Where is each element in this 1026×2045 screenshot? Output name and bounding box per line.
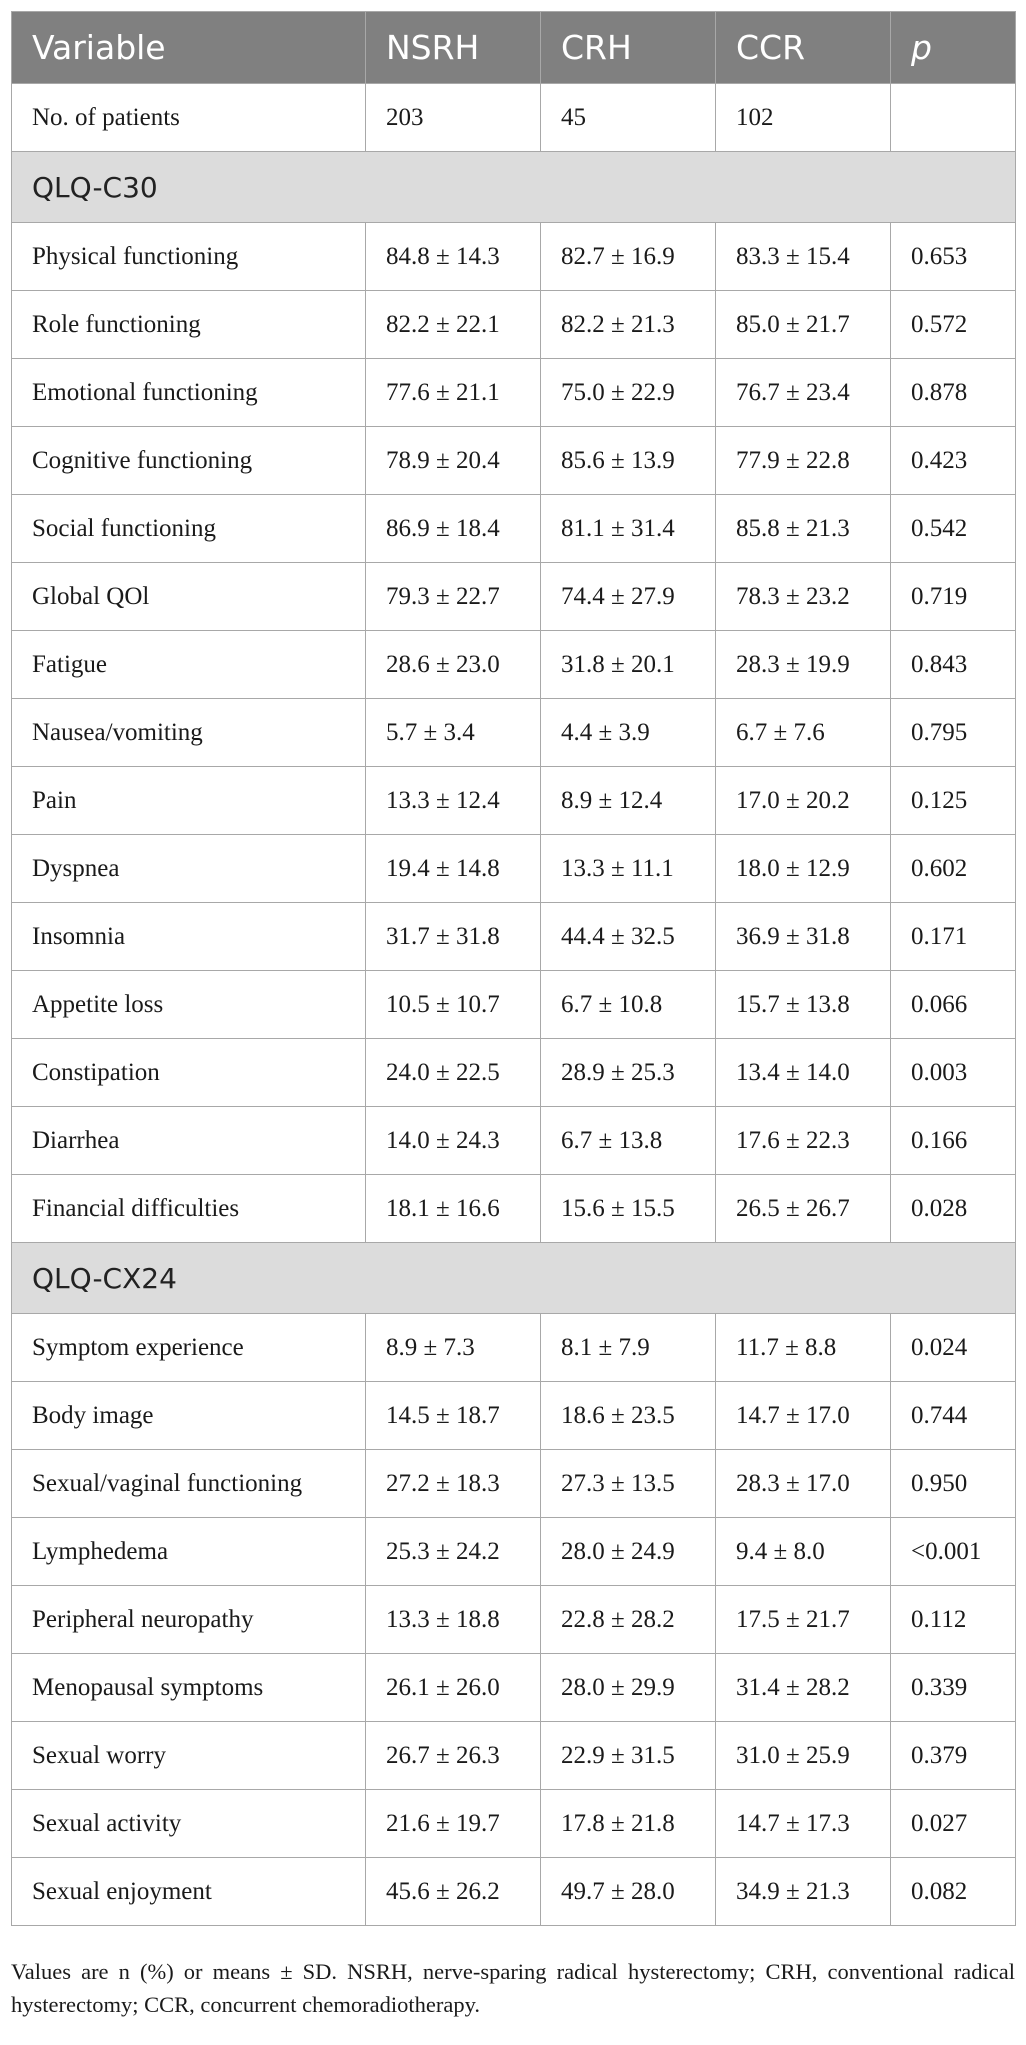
table-cell: 74.4 ± 27.9: [541, 563, 716, 631]
section-title: QLQ-C30: [12, 152, 1016, 223]
row-label: Diarrhea: [12, 1107, 366, 1175]
table-cell: 79.3 ± 22.7: [366, 563, 541, 631]
row-label: Constipation: [12, 1039, 366, 1107]
column-header-p: p: [891, 12, 1016, 84]
table-cell: 13.3 ± 11.1: [541, 835, 716, 903]
row-label: Cognitive functioning: [12, 427, 366, 495]
table-cell: 28.6 ± 23.0: [366, 631, 541, 699]
table-row: [12, 1382, 1016, 1450]
table-cell: 18.6 ± 23.5: [541, 1382, 716, 1450]
table-cell: 36.9 ± 31.8: [716, 903, 891, 971]
table-row: [12, 359, 1016, 427]
row-label: Social functioning: [12, 495, 366, 563]
table-cell: 0.066: [891, 971, 1016, 1039]
header-row: [12, 12, 1016, 84]
table-cell: 27.3 ± 13.5: [541, 1450, 716, 1518]
table-row: [12, 1858, 1016, 1926]
table-cell: 19.4 ± 14.8: [366, 835, 541, 903]
table-cell: 0.653: [891, 223, 1016, 291]
table-cell: 4.4 ± 3.9: [541, 699, 716, 767]
row-label: Sexual worry: [12, 1722, 366, 1790]
table-cell: 45: [541, 84, 716, 152]
table-cell: 9.4 ± 8.0: [716, 1518, 891, 1586]
row-label: Nausea/vomiting: [12, 699, 366, 767]
column-header-ccr: CCR: [716, 12, 891, 84]
table-cell: 13.3 ± 12.4: [366, 767, 541, 835]
table-row: [12, 835, 1016, 903]
table-cell: 77.9 ± 22.8: [716, 427, 891, 495]
table-cell: 8.1 ± 7.9: [541, 1314, 716, 1382]
row-label: Physical functioning: [12, 223, 366, 291]
table-cell: 18.1 ± 16.6: [366, 1175, 541, 1243]
row-label: Peripheral neuropathy: [12, 1586, 366, 1654]
row-label: Insomnia: [12, 903, 366, 971]
table-cell: 0.572: [891, 291, 1016, 359]
table-cell: 26.7 ± 26.3: [366, 1722, 541, 1790]
column-header-nsrh: NSRH: [366, 12, 541, 84]
table-cell: 28.3 ± 19.9: [716, 631, 891, 699]
table-cell: 6.7 ± 10.8: [541, 971, 716, 1039]
table-cell: 78.9 ± 20.4: [366, 427, 541, 495]
table-cell: 13.3 ± 18.8: [366, 1586, 541, 1654]
table-cell: [891, 84, 1016, 152]
table-cell: 25.3 ± 24.2: [366, 1518, 541, 1586]
table-cell: 13.4 ± 14.0: [716, 1039, 891, 1107]
table-cell: 0.795: [891, 699, 1016, 767]
row-label: Pain: [12, 767, 366, 835]
row-label: Role functioning: [12, 291, 366, 359]
table-cell: 0.542: [891, 495, 1016, 563]
table-row: [12, 495, 1016, 563]
table-cell: 0.125: [891, 767, 1016, 835]
table-cell: 6.7 ± 7.6: [716, 699, 891, 767]
table-row: [12, 767, 1016, 835]
table-cell: 0.339: [891, 1654, 1016, 1722]
table-cell: 17.8 ± 21.8: [541, 1790, 716, 1858]
table-cell: 0.171: [891, 903, 1016, 971]
table-cell: 77.6 ± 21.1: [366, 359, 541, 427]
table-footnote: Values are n (%) or means ± SD. NSRH, nerve-sparing radical hysterectomy; CRH, conventional radical hysterectomy; CCR, concurrent chemoradiotherapy.: [11, 1959, 1015, 2017]
qol-comparison-table: [11, 11, 1016, 1926]
table-cell: 31.0 ± 25.9: [716, 1722, 891, 1790]
table-cell: 18.0 ± 12.9: [716, 835, 891, 903]
table-cell: 22.9 ± 31.5: [541, 1722, 716, 1790]
patients-row: [12, 84, 1016, 152]
table-cell: 0.082: [891, 1858, 1016, 1926]
table-cell: 85.6 ± 13.9: [541, 427, 716, 495]
table-cell: 17.0 ± 20.2: [716, 767, 891, 835]
table-cell: 28.0 ± 24.9: [541, 1518, 716, 1586]
table-body: [12, 84, 1016, 1926]
table-cell: 49.7 ± 28.0: [541, 1858, 716, 1926]
table-cell: 31.4 ± 28.2: [716, 1654, 891, 1722]
row-label: Body image: [12, 1382, 366, 1450]
table-cell: 28.0 ± 29.9: [541, 1654, 716, 1722]
table-cell: 0.379: [891, 1722, 1016, 1790]
section-title: QLQ-CX24: [12, 1243, 1016, 1314]
table-cell: 14.7 ± 17.0: [716, 1382, 891, 1450]
row-label: Dyspnea: [12, 835, 366, 903]
table-cell: 31.8 ± 20.1: [541, 631, 716, 699]
table-cell: 85.8 ± 21.3: [716, 495, 891, 563]
table-row: [12, 903, 1016, 971]
table-cell: 28.9 ± 25.3: [541, 1039, 716, 1107]
table-row: [12, 1314, 1016, 1382]
table-cell: 203: [366, 84, 541, 152]
table-cell: 8.9 ± 12.4: [541, 767, 716, 835]
section-header-row: [12, 152, 1016, 223]
table-cell: 0.950: [891, 1450, 1016, 1518]
row-label: Appetite loss: [12, 971, 366, 1039]
table-row: [12, 631, 1016, 699]
table-cell: 6.7 ± 13.8: [541, 1107, 716, 1175]
qol-table-container: [11, 11, 1015, 1926]
table-cell: 84.8 ± 14.3: [366, 223, 541, 291]
table-cell: 15.6 ± 15.5: [541, 1175, 716, 1243]
row-label: Fatigue: [12, 631, 366, 699]
table-cell: 85.0 ± 21.7: [716, 291, 891, 359]
row-label: Sexual/vaginal functioning: [12, 1450, 366, 1518]
table-row: [12, 1518, 1016, 1586]
table-cell: 45.6 ± 26.2: [366, 1858, 541, 1926]
row-label: Menopausal symptoms: [12, 1654, 366, 1722]
row-label: Sexual enjoyment: [12, 1858, 366, 1926]
table-cell: 17.5 ± 21.7: [716, 1586, 891, 1654]
table-cell: 14.5 ± 18.7: [366, 1382, 541, 1450]
table-cell: 21.6 ± 19.7: [366, 1790, 541, 1858]
table-cell: 0.423: [891, 427, 1016, 495]
table-cell: 82.2 ± 21.3: [541, 291, 716, 359]
table-row: [12, 1039, 1016, 1107]
table-cell: <0.001: [891, 1518, 1016, 1586]
table-cell: 0.112: [891, 1586, 1016, 1654]
table-cell: 15.7 ± 13.8: [716, 971, 891, 1039]
table-cell: 102: [716, 84, 891, 152]
row-label: Sexual activity: [12, 1790, 366, 1858]
table-cell: 81.1 ± 31.4: [541, 495, 716, 563]
table-row: [12, 1722, 1016, 1790]
table-row: [12, 223, 1016, 291]
table-cell: 0.744: [891, 1382, 1016, 1450]
table-row: [12, 1450, 1016, 1518]
table-row: [12, 291, 1016, 359]
table-cell: 82.2 ± 22.1: [366, 291, 541, 359]
table-cell: 78.3 ± 23.2: [716, 563, 891, 631]
table-cell: 0.028: [891, 1175, 1016, 1243]
table-cell: 10.5 ± 10.7: [366, 971, 541, 1039]
row-label: Symptom experience: [12, 1314, 366, 1382]
table-row: [12, 427, 1016, 495]
table-cell: 34.9 ± 21.3: [716, 1858, 891, 1926]
table-cell: 31.7 ± 31.8: [366, 903, 541, 971]
table-cell: 24.0 ± 22.5: [366, 1039, 541, 1107]
table-cell: 0.024: [891, 1314, 1016, 1382]
column-header-crh: CRH: [541, 12, 716, 84]
table-cell: 17.6 ± 22.3: [716, 1107, 891, 1175]
table-cell: 0.027: [891, 1790, 1016, 1858]
row-label: Lymphedema: [12, 1518, 366, 1586]
table-cell: 11.7 ± 8.8: [716, 1314, 891, 1382]
section-header-row: [12, 1243, 1016, 1314]
table-cell: 82.7 ± 16.9: [541, 223, 716, 291]
table-cell: 86.9 ± 18.4: [366, 495, 541, 563]
table-cell: 5.7 ± 3.4: [366, 699, 541, 767]
table-cell: 26.1 ± 26.0: [366, 1654, 541, 1722]
table-row: [12, 563, 1016, 631]
table-cell: 14.0 ± 24.3: [366, 1107, 541, 1175]
table-cell: 0.843: [891, 631, 1016, 699]
table-row: [12, 699, 1016, 767]
table-row: [12, 1790, 1016, 1858]
table-cell: 0.003: [891, 1039, 1016, 1107]
table-cell: 0.166: [891, 1107, 1016, 1175]
table-row: [12, 1586, 1016, 1654]
row-label: Global QOl: [12, 563, 366, 631]
row-label: No. of patients: [12, 84, 366, 152]
column-header-variable: Variable: [12, 12, 366, 84]
table-cell: 22.8 ± 28.2: [541, 1586, 716, 1654]
table-header: [12, 12, 1016, 84]
table-cell: 27.2 ± 18.3: [366, 1450, 541, 1518]
row-label: Emotional functioning: [12, 359, 366, 427]
table-cell: 14.7 ± 17.3: [716, 1790, 891, 1858]
table-cell: 26.5 ± 26.7: [716, 1175, 891, 1243]
table-cell: 28.3 ± 17.0: [716, 1450, 891, 1518]
table-row: [12, 1107, 1016, 1175]
table-cell: 83.3 ± 15.4: [716, 223, 891, 291]
table-row: [12, 971, 1016, 1039]
table-cell: 76.7 ± 23.4: [716, 359, 891, 427]
table-row: [12, 1175, 1016, 1243]
table-cell: 8.9 ± 7.3: [366, 1314, 541, 1382]
table-row: [12, 1654, 1016, 1722]
table-cell: 75.0 ± 22.9: [541, 359, 716, 427]
table-cell: 0.719: [891, 563, 1016, 631]
table-cell: 0.602: [891, 835, 1016, 903]
row-label: Financial difficulties: [12, 1175, 366, 1243]
table-cell: 0.878: [891, 359, 1016, 427]
table-cell: 44.4 ± 32.5: [541, 903, 716, 971]
